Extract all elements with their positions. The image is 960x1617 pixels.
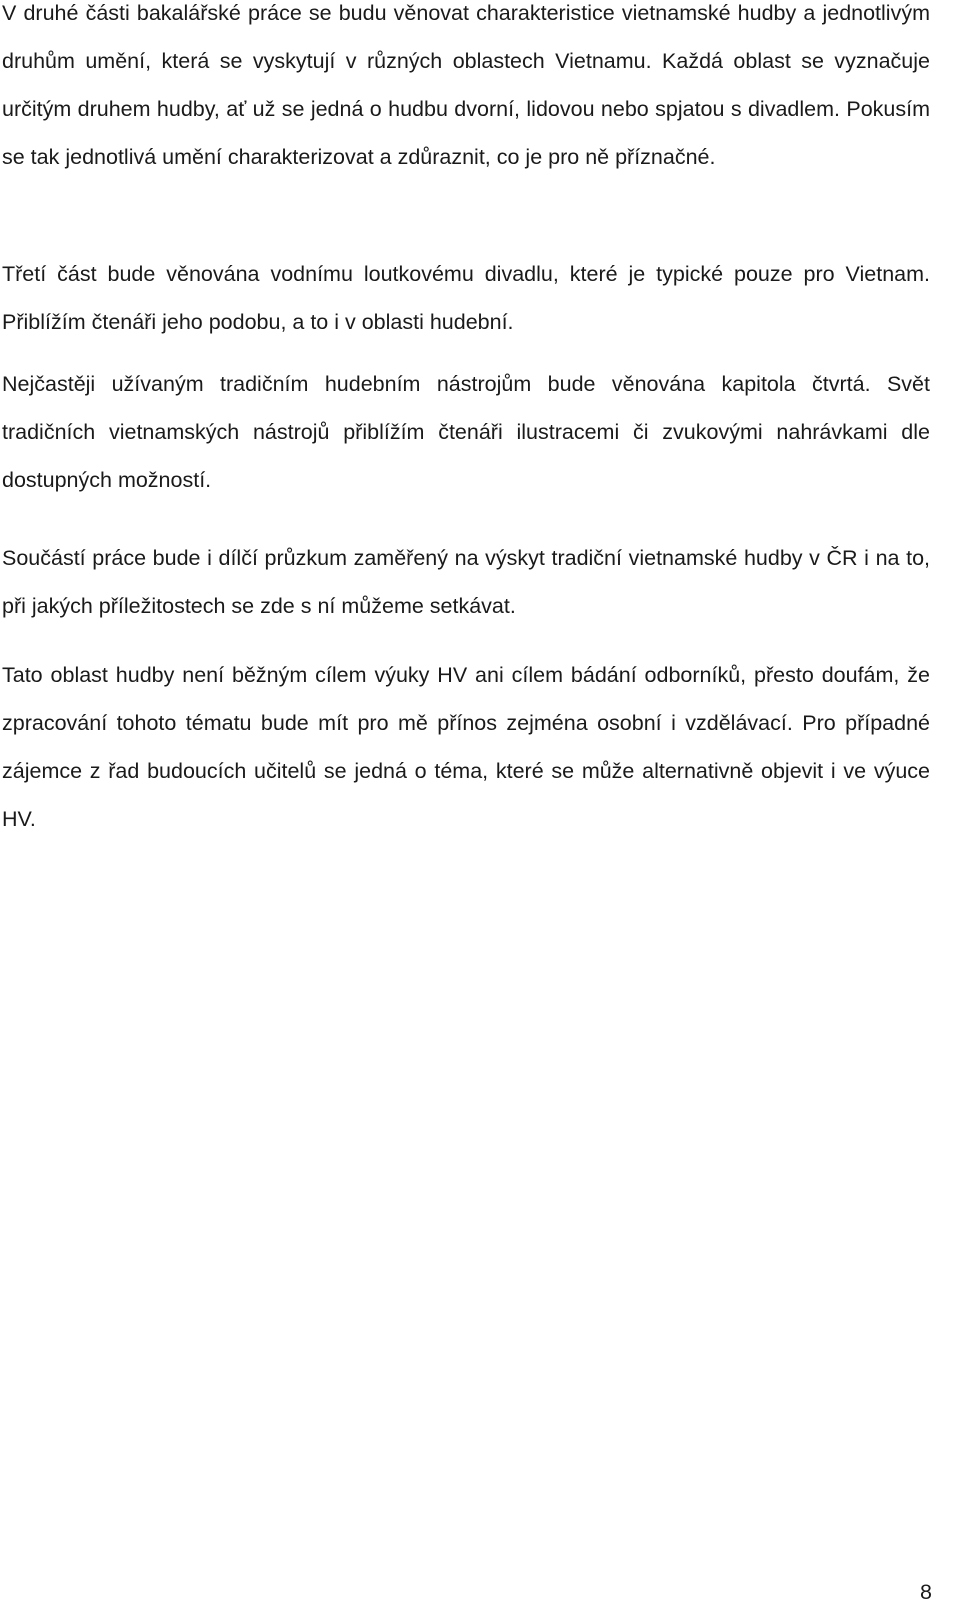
- paragraph-part-three: Třetí část bude věnována vodnímu loutkovému divadlu, které je typické pouze pro Vietnam. Přiblížím čtenáři jeho podobu, a to i v oblasti hudební.: [2, 262, 930, 334]
- page-number: 8: [920, 1580, 932, 1604]
- paragraph-motivation: Tato oblast hudby není běžným cílem výuky HV ani cílem bádání odborníků, přesto doufám, že zpracování tohoto tématu bude mít pro mě přínos zejména osobní i vzdělávací. Pro případné zájemce z řad budoucích učitelů se jedná o téma, které se může alternativně objevit i ve výuce HV.: [2, 663, 930, 831]
- paragraph-part-two: V druhé části bakalářské práce se budu věnovat charakteristice vietnamské hudby a jednotlivým druhům umění, která se vyskytují v různých oblastech Vietnamu. Každá oblast se vyznačuje určitým druhem hudby, ať už se jedná o hudbu dvorní, lidovou nebo spjatou s divadlem. Pokusím se tak jednotlivá umění charakterizovat a zdůraznit, co je pro ně příznačné.: [2, 1, 930, 169]
- paragraph-survey: Součástí práce bude i dílčí průzkum zaměřený na výskyt tradiční vietnamské hudby v ČR i na to, při jakých příležitostech se zde s ní můžeme setkávat.: [2, 546, 930, 618]
- paragraph-part-four: Nejčastěji užívaným tradičním hudebním nástrojům bude věnována kapitola čtvrtá. Svět tradičních vietnamských nástrojů přiblížím čtenáři ilustracemi či zvukovými nahrávkami dle dostupných možností.: [2, 372, 930, 492]
